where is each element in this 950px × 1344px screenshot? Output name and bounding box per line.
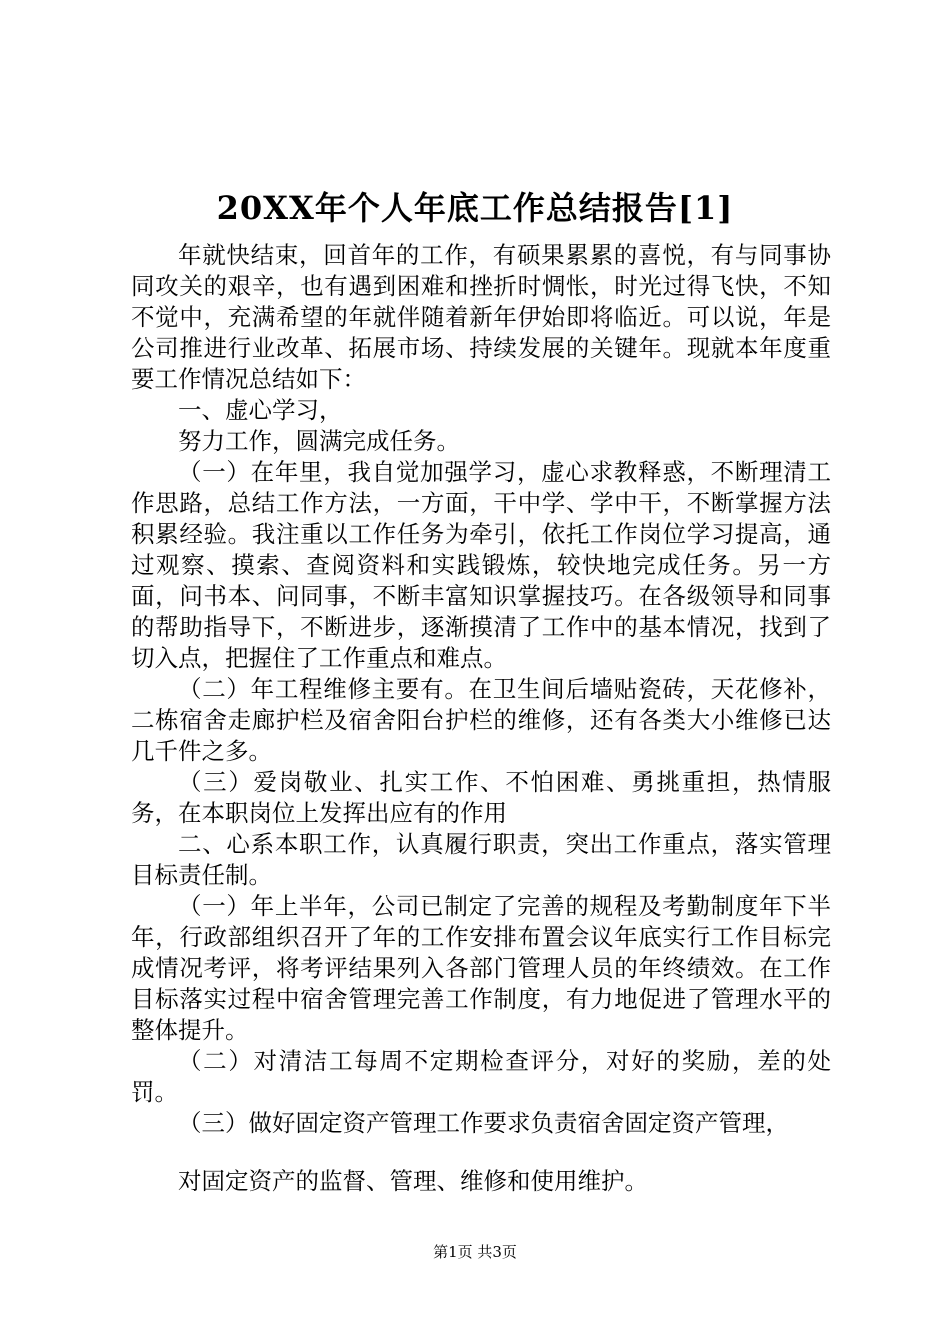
page-title: 20XX年个人年底工作总结报告[1]	[216, 189, 734, 227]
paragraph-1-3: （三）爱岗敬业、扎实工作、不怕困难、勇挑重担，热情服务，在本职岗位上发挥出应有的作用	[131, 768, 831, 827]
heading-section-2: 二、心系本职工作，认真履行职责，突出工作重点，落实管理目标责任制。	[131, 830, 831, 889]
paragraph-section-1-subtitle: 努力工作，圆满完成任务。	[178, 427, 460, 455]
paragraph-2-3: （三）做好固定资产管理工作要求负责宿舍固定资产管理，	[178, 1109, 789, 1137]
paragraph-1-2: （二）年工程维修主要有。在卫生间后墙贴瓷砖，天花修补，二栋宿舍走廊护栏及宿舍阳台护栏的维修，还有各类大小维修已达几千件之多。	[131, 675, 831, 765]
heading-section-1: 一、虚心学习，	[178, 396, 343, 424]
paragraph-intro: 年就快结束，回首年的工作，有硕果累累的喜悦，有与同事协同攻关的艰辛，也有遇到困难和挫折时惆怅，时光过得飞快，不知不觉中，充满希望的年就伴随着新年伊始即将临近。可以说，年是公司推进行业改革、拓展市场、持续发展的关键年。现就本年度重要工作情况总结如下：	[131, 241, 831, 393]
paragraph-2-1: （一）年上半年，公司已制定了完善的规程及考勤制度年下半年，行政部组织召开了年的工作安排布置会议年底实行工作目标完成情况考评，将考评结果列入各部门管理人员的年终绩效。在工作目标落实过程中宿舍管理完善工作制度，有力地促进了管理水平的整体提升。	[131, 892, 831, 1044]
paragraph-1-1: （一）在年里，我自觉加强学习，虚心求教释惑，不断理清工作思路，总结工作方法，一方面，干中学、学中干，不断掌握方法积累经验。我注重以工作任务为牵引，依托工作岗位学习提高，通过观察、摸索、查阅资料和实践锻炼，较快地完成任务。另一方面，问书本、问同事，不断丰富知识掌握技巧。在各级领导和同事的帮助指导下，不断进步，逐渐摸清了工作中的基本情况，找到了切入点，把握住了工作重点和难点。	[131, 458, 831, 672]
paragraph-2-3-continued: 对固定资产的监督、管理、维修和使用维护。	[178, 1167, 648, 1195]
paragraph-2-2: （二）对清洁工每周不定期检查评分，对好的奖励，差的处罚。	[131, 1047, 831, 1106]
page-number-footer: 第1页 共3页	[433, 1243, 517, 1261]
document-body	[131, 240, 831, 1197]
